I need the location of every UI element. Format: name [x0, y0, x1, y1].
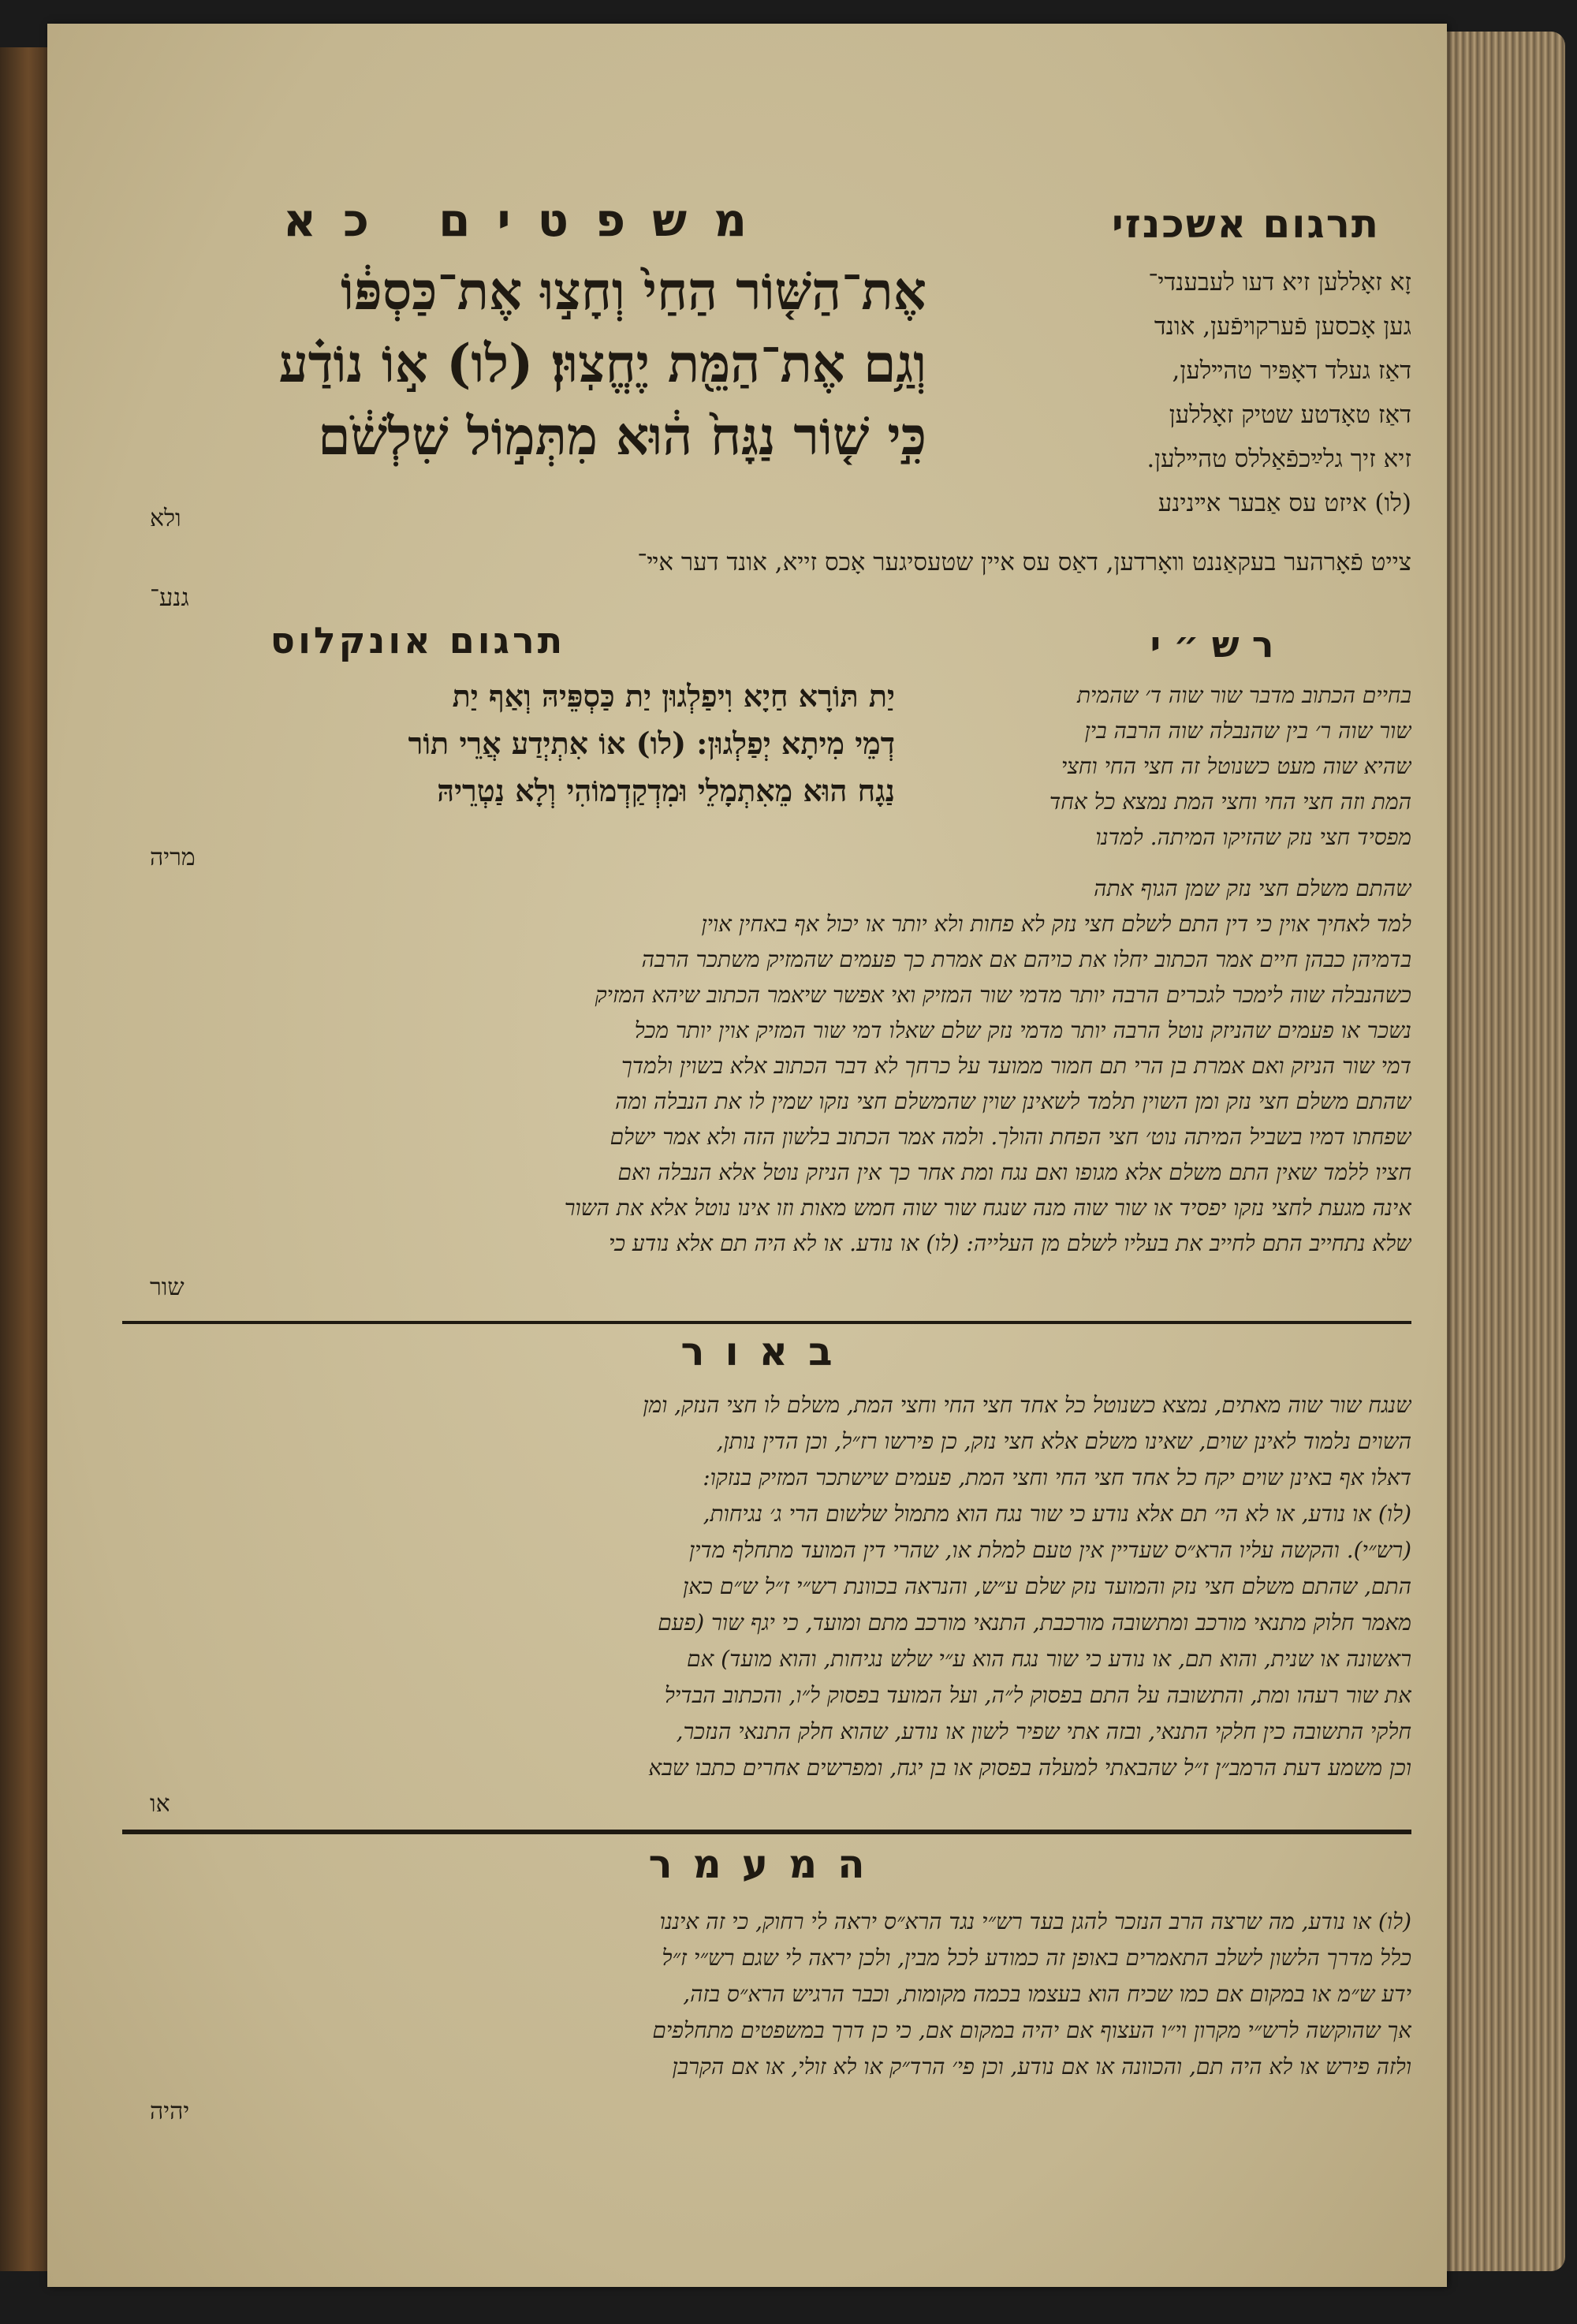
parasha-chapter-title: משפטים כא: [282, 193, 774, 247]
biur-line: וכן משמע דעת הרמב״ן ז״ל שהבאתי למעלה בפסוק או בן יגח, ומפרשים אחרים כתבו שבא: [648, 1755, 1411, 1781]
verse-line: אֶת־הַשּׁ֤וֹר הַחַי֙ וְחָצ֣וּ אֶת־כַּסְפּ֔וֹ: [340, 260, 926, 322]
yiddish-line: דאַז געלד דאָפּיר טהײלען,: [1172, 356, 1411, 385]
biur-line: התם, שהתם משלם חצי נזק והמועד נזק שלם ע״ש, והנראה בכוונת רש״י ז״ל ש״ם כאן: [683, 1573, 1411, 1599]
yiddish-line: גען אָכסען פֿערקױפֿען, אונד: [1154, 312, 1411, 341]
verse-catchword: ולא: [150, 505, 181, 532]
rashi-header: רש״י: [1150, 623, 1287, 666]
rashi-line: שור שוה ר׳ בין שהנבלה שוה הרבה בין: [1084, 718, 1411, 744]
meamer-line: (לו) או נודע, מה שרצה הרב הנזכר להגן בעד רש״י נגד הרא״ס יראה לי רחוק, כי זה איננו: [659, 1908, 1411, 1934]
verse-block: [103, 260, 926, 497]
biur-commentary: [122, 1392, 1411, 1802]
rashi-catchword: שור: [150, 1274, 185, 1301]
section-divider: [122, 1830, 1411, 1834]
rashi-line: שלא נתחייב התם לחייב את בעליו לשלם מן העלייה: (לו) או נודע. או לא היה תם אלא נודע כי: [609, 1230, 1411, 1256]
meamer-line: אך שהוקשה לרש״י מקרון וי״ו העצוף אם יהיה במקום אם, כי כן דרך במשפטים מתחלפים: [652, 2017, 1411, 2043]
rashi-line: למד לאחיך אוין כי דין התם לשלם חצי נזק לא פחות ולא יותר או יכול אף באחין אוין: [701, 911, 1411, 937]
biur-header: באור: [680, 1329, 853, 1375]
meamer-header: המעמר: [648, 1841, 885, 1887]
rashi-line: שהתם משלם חצי נזק ומן השוין תלמד לשאינן שוין שהמשלם חצי נזקו שמין לו את הנבלה ומה: [614, 1088, 1411, 1114]
biur-line: (רש״י). והקשה עליו הרא״ס שעדיין אין טעם למלת או, שהרי דין המועד מתחלף מדין: [688, 1537, 1411, 1563]
onkelos-line: דְמֵי מִיתָא יְפַלְגוּן: (לו) אוֹ אִתְיְדַע אֲרֵי תוֹר: [408, 726, 895, 761]
rashi-commentary-top: [938, 682, 1411, 879]
meamer-line: כלל מדרך הלשון לשלב התאמרים באופן זה כמודע לכל מבין, ולכן יראה לי שגם רש״י ז״ל: [662, 1945, 1411, 1971]
biur-line: ראשונה או שנית, והוא תם, או נודע כי שור נגח הוא ע״י שלש נגיחות, והוא מועד) אם: [686, 1646, 1411, 1672]
onkelos-line: נַגָח הוּא מֵאִתְמָלֵי וּמִדְקַדְמוֹהִי וְלָא נַטְרֵיהּ: [437, 773, 895, 808]
yiddish-line: זָא זאָללען זיא דעו לעבענדי־: [1148, 268, 1411, 297]
onkelos-translation: [99, 678, 895, 836]
book-spine: [0, 47, 47, 2271]
rashi-line: שפחתו דמיו בשביל המיתה נוט׳ חצי הפחת והולך. ולמה אמר הכתוב בלשון הזה ולא אמר ישלם: [610, 1124, 1411, 1150]
meamer-line: ולזה פירש או לא היה תם, והכוונה או אם נודע, וכן פי׳ הרד״ק או לא זולי, או אם הקרבן: [672, 2054, 1411, 2080]
yiddish-translation: [1001, 268, 1411, 536]
rashi-line: בדמיהן כבהן חיים אמר הכתוב יחלו את כויהם אם אמרת כך פעמים שהמזיק משתכר הרבה: [641, 946, 1411, 972]
biur-line: חלקי התשובה כין חלקי התנאי, ובזה אתי שפיר לשון או נודע, שהוא חלק התנאי הנזכר,: [676, 1718, 1411, 1744]
verse-line: וְגַ֥ם אֶת־הַמֵּ֖ת יֶחֱצֽוּן׃ (לו) א֣וֹ נוֹדַ֗ע: [278, 333, 926, 394]
rashi-line: דמי שור הניזק ואם אמרת בן הרי תם חמור ממועד על כרחך לא דבר הכתוב אלא בשוין ולמדך: [621, 1053, 1411, 1079]
biur-line: (לו) או נודע, או לא הי׳ תם אלא נודע כי שור נגח הוא מתמול שלשום הרי ג׳ נגיחות,: [703, 1501, 1411, 1527]
rashi-line: המת וזה חצי החי וחצי המת נמצא כל אחד: [1049, 789, 1411, 815]
rashi-line: שהיא שוה מעט כשנוטל זה חצי החי וחצי: [1061, 753, 1411, 779]
onkelos-catchword: מריה: [150, 844, 196, 871]
meamer-commentary: [122, 1908, 1411, 2113]
meamer-catchword: יהיה: [150, 2098, 190, 2125]
rashi-line: כשהנבלה שוה לימכר לגכרים הרבה יותר מדמי שור המזיק ואי אפשר שיאמר הכתוב שיהא המזיק: [595, 982, 1411, 1008]
biur-line: את שור רעהו ומת, והתשובה על התם בפסוק ל״ה, ועל המועד בפסוק ל״ו, והכתוב הבדיל: [664, 1682, 1411, 1708]
rashi-line: אינה מגעת לחצי נזקו יפסיד או שור שוה מנה שנגח שור שוה חמש מאות וזו אינו נוטל אלא את השור: [564, 1195, 1411, 1221]
rashi-line: בחיים הכתוב מדבר שור שוה ד׳ שהמית: [1076, 682, 1411, 708]
biur-line: מאמר חלוק מתנאי מורכב ומתשובה מורכבת, התנאי מורכב מתם ומועד, כי יגף שור (פעם: [658, 1610, 1411, 1636]
page-edges: [1427, 32, 1565, 2271]
yiddish-line: (לו) איזט עס אַבער אײנינע: [1158, 489, 1411, 517]
rashi-line: נשכר או פעמים שהניזק נוטל הרבה יותר מדמי נזק שלם שאלו דמי שור המזיק אוין יותר מכל: [634, 1017, 1411, 1043]
verse-line: כִּ֣י שׁ֤וֹר נַגָּח֙ ה֔וּא מִתְּמ֣וֹל שִׁלְשֹׁ֔ם: [318, 405, 926, 467]
rashi-line: חציו ללמד שאין התם משלם אלא מגופו ואם נגח ומת אחר כך אין הניזק נוטל אלא הנבלה ואם: [617, 1159, 1411, 1185]
yiddish-line: דאַז טאָדטע שטיק זאָללען: [1169, 401, 1411, 429]
rashi-commentary-full: [122, 875, 1411, 1285]
yiddish-line: זיא זיך גלײַכפֿאַללס טהײלען.: [1146, 445, 1411, 473]
section-divider: [122, 1321, 1411, 1324]
meamer-line: ידע ש״מ או במקום אם כמו שכיח הוא בעצמו בכמה מקומות, וכבר הרגיש הרא״ס בזה,: [683, 1981, 1411, 2007]
biur-line: דאלו אף באינן שוים יקח כל אחד חצי החי וחצי המת, פעמים שישתכר המזיק בנזקו:: [703, 1464, 1411, 1490]
onkelos-header: תרגום אונקלוס: [270, 619, 566, 662]
rashi-line: מפסיד חצי נזק שהזיקו המיתה. למדנו: [1095, 824, 1411, 850]
biur-catchword: או: [150, 1790, 170, 1818]
onkelos-line: יַת תּוֹרָא חַיָא וִיפַלְגוּן יַת כַּסְפֵּיהּ וְאַף יַת: [452, 678, 895, 714]
rashi-line: שהתם משלם חצי נזק שמן הגוף אתה: [1094, 875, 1411, 901]
biur-line: שנגח שור שוה מאתים, נמצא כשנוטל כל אחד חצי החי וחצי המת, משלם לו חצי הנזק, ומן: [643, 1392, 1411, 1418]
book-page: [47, 24, 1447, 2287]
targum-ashkenazi-title: תרגום אשכנזי: [1111, 201, 1380, 247]
biur-line: השוים נלמוד לאינן שוים, שאינו משלם אלא חצי נזק, כן פירשו רז״ל, וכן הדין נותן,: [716, 1428, 1411, 1454]
yiddish-catchword: גנע־: [150, 584, 189, 612]
yiddish-line-full: צייט פֿאָרהער בעקאַננט װאָרדען, דאַס עס איין שטעסיגער אָכס זייא, אונד דער אײ־: [637, 548, 1411, 576]
